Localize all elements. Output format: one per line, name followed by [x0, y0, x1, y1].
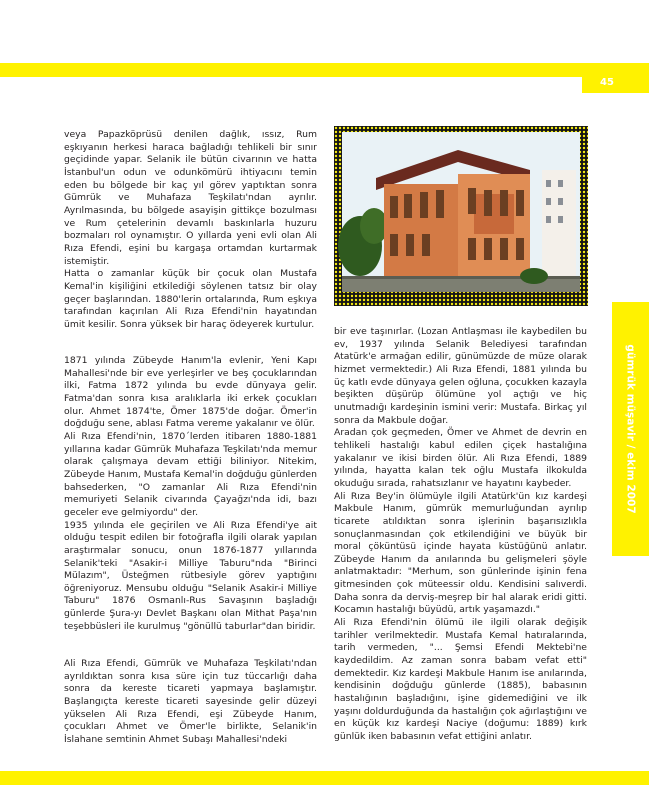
paragraph: Ali Rıza Bey'in ölümüyle ilgili Atatürk'ün kız kardeşi Makbule Hanım, gümrük memurluğundan ayrılıp ticarete atıldıktan sonra işlerinin başarısızlıkla sonuçlanmasından çok etkilendiğini ve büyük bir moral çöküntüsü içinde hayata küstüğünü anlatır. Zübeyde Hanım da anılarında bu gelişmeleri şöyle anlatmaktadır: "Merhum, son günlerinde işinin fena gitmesinden çok müteessir oldu. Kendisini salıverdi. Daha sonra da derviş-meşrep bir hal alarak eridi gitti. Kocamın hastalığı büyüdü, artık yaşamazdı.": [334, 490, 587, 616]
paragraph: bir eve taşınırlar. (Lozan Antlaşması ile kaybedilen bu ev, 1937 yılında Selanik Belediyesi tarafından Atatürk'e armağan edilir, günümüzde de müze olarak hizmet vermektedir.) Ali Rıza Efendi, 1881 yılında bu üç katlı evde dünyaya gelen oğluna, çocukken kazayla beşikten düşürüp ölümüne yol açtığı ve hiç unutmadığı kardeşinin ismini verir: Mustafa. Birkaç yıl sonra da Makbule doğar.: [334, 326, 587, 426]
left-column-bottom: [64, 658, 317, 747]
side-label-tab: [612, 302, 649, 556]
paragraph: 1935 yılında ele geçirilen ve Ali Rıza Efendi'ye ait olduğu tespit edilen bir fotoğrafla ilgili olarak yapılan araştırmalar sonucu, onun 1876-1877 yıllarında Selanik'teki "Asakir-i Milliye Taburu"nda "Birinci Mülazım", Üsteğmen rütbesiyle görev yaptığını öğreniyoruz. Mensubu olduğu "Selanik Asakir-i Milliye Taburu" 1876 Osmanlı-Rus Savaşının başladığı günlerde Şura-yı Devlet Başkanı olan Mithat Paşa'nın teşebbüsleri ile kurulmuş "gönüllü taburlar"dan biridir.: [64, 519, 317, 632]
paragraph: Ali Rıza Efendi'nin, 1870´lerden itibaren 1880-1881 yıllarına kadar Gümrük Muhafaza Teşkilatı'nda memur olarak çalışmaya devam ettiği biliniyor. Nitekim, Zübeyde Hanım, Mustafa Kemal'in doğduğu günlerden bahsederken, "O zamanlar Ali Rıza Efendi'nin memuriyeti Selanik civarında Çayağzı'nda idi, bazı geceler eve gelmiyordu" der.: [64, 430, 317, 518]
paragraph: Hatta o zamanlar küçük bir çocuk olan Mustafa Kemal'in kişiliğini etkilediği söylenen tatsız bir olay geçer başlarından. 1880'lerin ortalarında, Rum eşkıya tarafından kaçırılan Ali Rıza Efendi'nin hayatından ümit kesilir. Sonra yüksek bir haraç ödeyerek kurtulur.: [64, 268, 317, 330]
bottom-yellow-band: [0, 771, 649, 785]
left-column-middle: [64, 355, 317, 633]
side-label: gümrük müşavir / ekim 2007: [624, 344, 637, 514]
paragraph: veya Papazköprüsü denilen dağlık, ıssız, Rum eşkıyanın herkesi haraca bağladığı tehlikeli bir sınır geçidinde yapar. Selanik ile bütün civarının ve hatta İstanbul'un odun ve odunkömürü ihtiyacını temin eden bu bölgede bir kaç yıl görev yaptıktan sonra Gümrük ve Muhafaza Teşkilatı'ndan ayrılır. Ayrılmasında, bu bölgede asayişin gittikçe bozulması ve Rum çetelerinin devamlı baskınlarla huzuru bozmaları rol oynamıştır. O yıllarda yeni evli olan Ali Rıza Efendi, eşini bu kargaşa ortamdan kurtarmak istemiştir.: [64, 129, 317, 267]
page-number: 45: [600, 77, 614, 88]
paragraph: 1871 yılında Zübeyde Hanım'la evlenir, Yeni Kapı Mahallesi'nde bir eve yerleşirler ve beş çocuklarından ilki, Fatma 1872 yılında bu evde dünyaya gelir. Fatma'dan sonra kısa aralıklarla iki erkek çocukları olur. Ahmet 1874'te, Ömer 1875'de doğar. Ömer'in doğduğu sene, ablası Fatma vereme yakalanır ve ölür.: [64, 355, 317, 430]
paragraph: Aradan çok geçmeden, Ömer ve Ahmet de devrin en tehlikeli hastalığı kabul edilen çiçek hastalığına yakalanır ve ikisi birden ölür. Ali Rıza Efendi, 1889 yılında, hayatta kalan tek oğlu Mustafa ilkokulda okuduğu sırada, rahatsızlanır ve hayatını kaybeder.: [334, 427, 587, 489]
right-column: [334, 326, 587, 744]
paragraph: Ali Rıza Efendi'nin ölümü ile ilgili olarak değişik tarihler verilmektedir. Mustafa Kemal hatıralarında, tarih vermeden, "... Şemsi Efendi Mektebi'ne kaydedildim. Az zaman sonra babam vefat etti" demektedir. Kız kardeşi Makbule Hanım ise anılarında, kendisinin doğduğu günlerde (1885), babasının hastalığının başladığını, işine gidemediğini ve ilk yaşını doldurduğunda da hastalığın çok ağırlaştığını ve en küçük kız kardeşi Naciye (doğumu: 1889) kırk günlük iken babasının vefat ettiğini anlatır.: [334, 617, 587, 742]
house-photo: [334, 126, 588, 306]
top-yellow-band: [0, 63, 649, 77]
paragraph: Ali Rıza Efendi, Gümrük ve Muhafaza Teşkilatı'ndan ayrıldıktan sonra kısa süre için tuz tüccarlığı daha sonra da kereste ticareti yapmaya başlamıştır. Başlangıçta kereste ticareti sayesinde gelir düzeyi yükselen Ali Rıza Efendi, eşi Zübeyde Hanım, çocukları Ahmet ve Ömer'le birlikte, Selanik'in İslahane semtinin Ahmet Subaşı Mahallesi'ndeki: [64, 658, 317, 745]
house-illustration: [334, 126, 588, 306]
left-column-top: [64, 129, 317, 332]
page-number-tab: [582, 63, 649, 93]
